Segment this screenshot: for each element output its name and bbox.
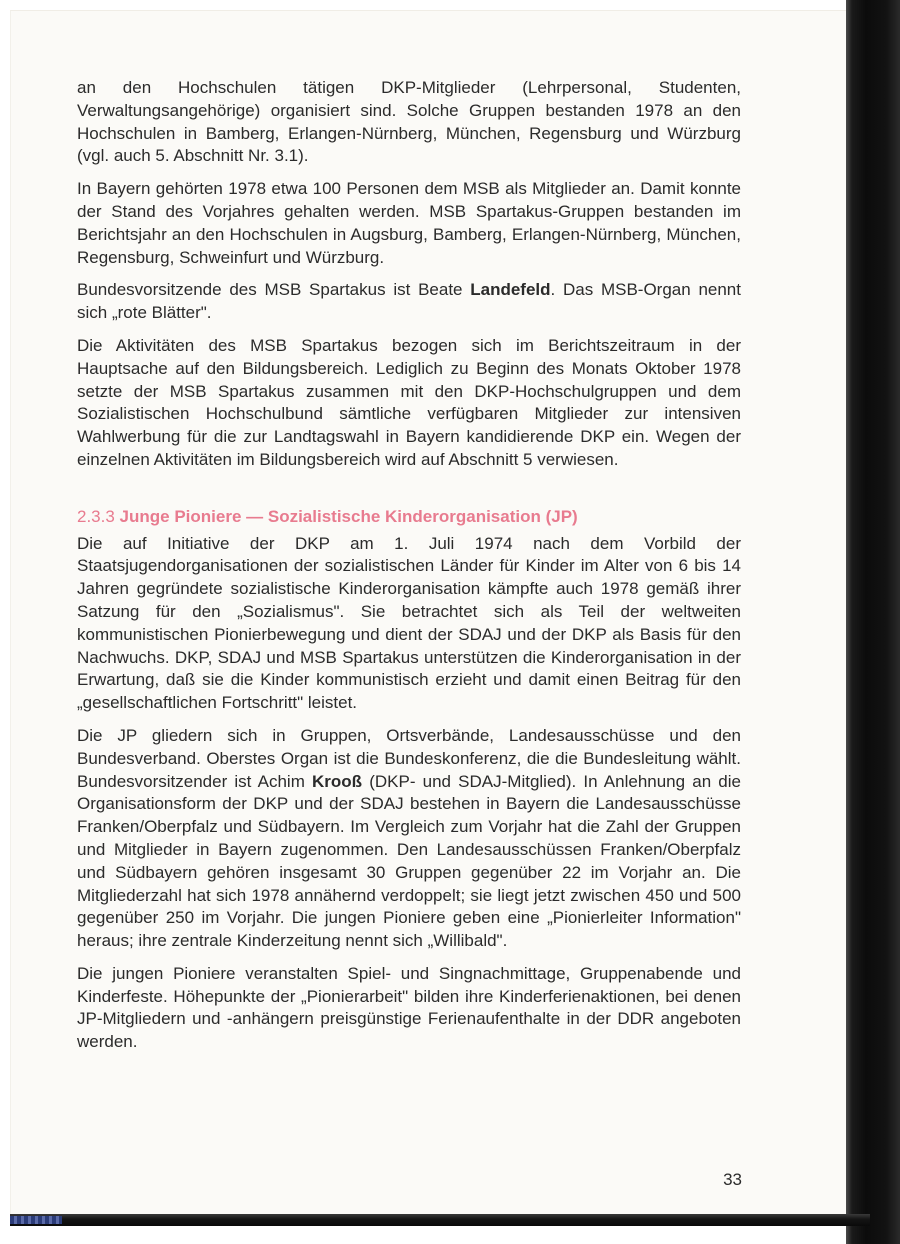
paragraph-msb-groups: an den Hochschulen tätigen DKP-Mitglieder (Lehrpersonal, Studenten, Verwaltungsangehörige) organisiert sind. Solche Gruppen bestanden 1978 an den Hochschulen in Bamberg, Erlangen-Nürnberg, München, Regensburg und Würzburg (vgl. auch 5. Abschnitt Nr. 3.1). <box>77 78 741 166</box>
bottom-edge-strip <box>10 1216 62 1224</box>
person-name-krooss: Krooß <box>312 771 363 791</box>
section-heading <box>77 506 741 529</box>
section-number: 2.3.3 <box>77 506 115 526</box>
bottom-page-edge <box>10 1214 870 1226</box>
text-run: Die JP gliedern sich in Gruppen, Ortsverbände, Landesausschüsse und den Bundesverband. Oberstes Organ ist die Bundeskonferenz, die die Bundesleitung wählt. Bundesvorsitzender ist Achim <box>77 725 741 791</box>
page-text <box>77 77 741 1064</box>
paragraph-jp-events: Die jungen Pioniere veranstalten Spiel- und Singnachmittage, Gruppenabende und Kinderfeste. Höhepunkte der „Pionierarbeit" bilden ihre Kinderferienaktionen, bei denen JP-Mitgliedern und -anhängern preisgünstige Ferienaufenthalte in der DDR angeboten werden. <box>77 963 741 1052</box>
paragraph-msb-activities: Die Aktivitäten des MSB Spartakus bezogen sich im Berichtszeitraum in der Hauptsache auf den Bildungsbereich. Lediglich zu Beginn des Monats Oktober 1978 setzte der MSB Spartakus zusammen mit den DKP-Hochschulgruppen und dem Sozialistischen Hochschulbund sämtliche verfügbaren Mitglieder zur intensiven Wahlwerbung für die zur Landtagswahl in Bayern kandidierende DKP ein. Wegen der einzelnen Aktivitäten im Bildungsbereich wird auf Abschnitt 5 verwiesen. <box>77 335 741 469</box>
person-name-landefeld: Landefeld <box>470 280 551 300</box>
paragraph-msb-chair <box>77 279 741 325</box>
paragraph-jp-structure <box>77 725 741 953</box>
text-run: (DKP- und SDAJ-Mitglied). In Anlehnung an die Organisationsform der DKP und der SDAJ bestehen in Bayern die Landesausschüsse Franken/Oberpfalz und Südbayern. Im Vergleich zum Vorjahr hat die Zahl der Gruppen und Mitglieder in Bayern zugenommen. Den Landesausschüssen Franken/Oberpfalz und Südbayern gehören insgesamt 30 Gruppen gegenüber 22 im Vorjahr an. Die Mitgliederzahl hat sich 1978 annähernd verdoppelt; sie liegt jetzt zwischen 450 und 500 gegenüber 250 im Vorjahr. Die jungen Pioniere geben eine „Pionierleiter Information" heraus; ihre zentrale Kinderzeitung nennt sich „Willibald". <box>77 771 741 951</box>
text-run: Bundesvorsitzende des MSB Spartakus ist Beate <box>77 280 471 300</box>
section-title: Junge Pioniere — Sozialistische Kinderorganisation (JP) <box>119 506 578 526</box>
text-run: . Das MSB-Organ nennt sich „rote Blätter". <box>77 280 741 323</box>
book-spine-shadow <box>846 0 900 1244</box>
paragraph-jp-founding: Die auf Initiative der DKP am 1. Juli 1974 nach dem Vorbild der Staatsjugendorganisationen der sozialistischen Länder für Kinder im Alter von 6 bis 14 Jahren gegründete sozialistische Kinderorganisation kämpfte auch 1978 gemäß ihrer Satzung für den „Sozialismus". Sie betrachtet sich als Teil der weltweiten kommunistischen Pionierbewegung und dient der SDAJ und der DKP als Basis für den Nachwuchs. DKP, SDAJ und MSB Spartakus unterstützen die Kinderorganisation in der Erwartung, daß sie die Kinder kommunistisch erzieht und damit einen Beitrag für den „gesellschaftlichen Fortschritt" leistet. <box>77 533 741 713</box>
page-number: 33 <box>723 1170 742 1189</box>
paragraph-msb-bayern: In Bayern gehörten 1978 etwa 100 Personen dem MSB als Mitglieder an. Damit konnte der Stand des Vorjahres gehalten werden. MSB Spartakus-Gruppen bestanden im Berichtsjahr an den Hochschulen in Augsburg, Bamberg, Erlangen-Nürnberg, München, Regensburg, Schweinfurt und Würzburg. <box>77 179 741 267</box>
